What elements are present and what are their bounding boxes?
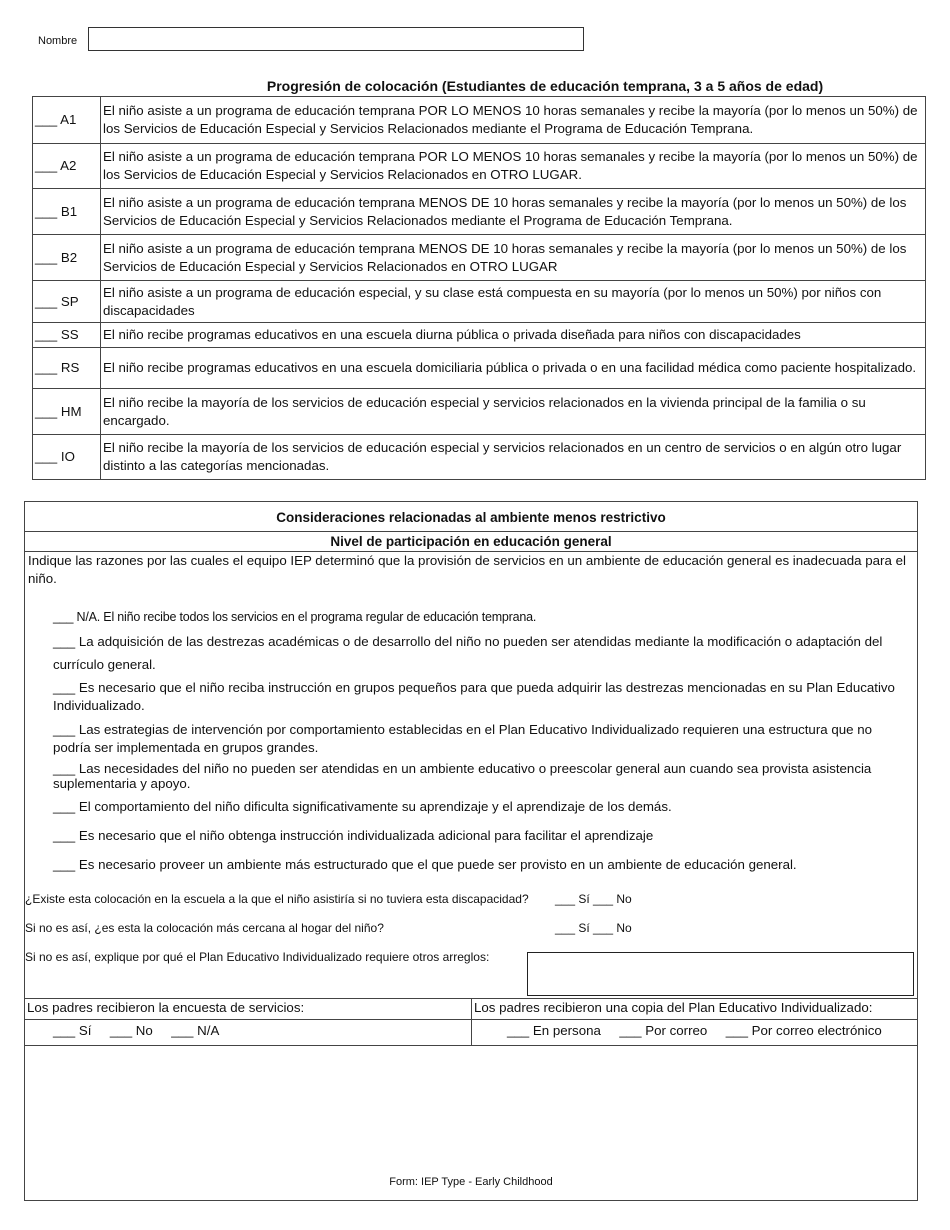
placement-table (32, 96, 926, 480)
lre-subtitle: Nivel de participación en educación general (330, 534, 612, 549)
reason-behavior-strategies[interactable]: ___ Las estrategias de intervención por comportamiento establecidas en el Plan Educativo Individualizado requieren una estructura que no podría ser implementada en grupos grandes. (53, 722, 873, 755)
placement-code-cell[interactable] (33, 389, 101, 435)
placement-code-cell[interactable] (33, 348, 101, 389)
question-explain: Si no es así, explique por qué el Plan Educativo Individualizado requiere otros arreglos: (25, 950, 490, 964)
copy-options[interactable]: ___ En persona ___ Por correo ___ Por correo electrónico (507, 1023, 882, 1038)
placement-description: El niño recibe programas educativos en una escuela domiciliaria pública o privada o en una facilidad médica como paciente hospitalizado. (101, 348, 926, 389)
answer-closest-home[interactable]: ___ Sí ___ No (555, 921, 632, 935)
copy-label: Los padres recibieron una copia del Plan Educativo Individualizado: (474, 1000, 873, 1015)
table-row (33, 189, 926, 235)
progression-title: Progresión de colocación (Estudiantes de educación temprana, 3 a 5 años de edad) (266, 78, 824, 94)
placement-description: El niño asiste a un programa de educación temprana MENOS DE 10 horas semanales y recibe la mayoría (por lo menos un 50%) de los Servicios de Educación Especial y Servicios Relacionados en OTRO LUGAR (101, 235, 926, 281)
placement-code: HM (60, 403, 82, 419)
placement-code: SP (60, 293, 79, 309)
reason-na[interactable]: ___ N/A. El niño recibe todos los servicios en el programa regular de educación temprana. (53, 610, 537, 624)
lre-title: Consideraciones relacionadas al ambiente menos restrictivo (276, 510, 666, 525)
placement-code: RS (60, 360, 80, 375)
placement-code: A2 (60, 158, 77, 173)
survey-label: Los padres recibieron la encuesta de servicios: (27, 1000, 305, 1015)
placement-code-cell[interactable] (33, 435, 101, 480)
placement-code-cell[interactable] (33, 144, 101, 189)
divider (471, 998, 472, 1045)
placement-description: El niño recibe la mayoría de los servicios de educación especial y servicios relacionados en la vivienda principal de la familia o su encargado. (101, 389, 926, 435)
lre-intro: Indique las razones por las cuales el equipo IEP determinó que la provisión de servicios en un ambiente de educación general es inadecuada para el niño. (28, 553, 906, 586)
placement-code: B1 (60, 203, 78, 219)
blank-line: ___ (35, 449, 58, 464)
blank-line: ___ (35, 327, 58, 342)
reason-structured-environment[interactable]: ___ Es necesario proveer un ambiente más estructurado que el que puede ser provisto en un ambiente de educación general. (53, 857, 797, 872)
table-row (33, 235, 926, 281)
placement-description: El niño recibe programas educativos en una escuela diurna pública o privada diseñada para niños con discapacidades (101, 323, 926, 348)
placement-code-cell[interactable] (33, 281, 101, 323)
table-row (33, 435, 926, 480)
question-closest-home: Si no es así, ¿es esta la colocación más cercana al hogar del niño? (25, 921, 384, 935)
placement-description: El niño asiste a un programa de educación temprana POR LO MENOS 10 horas semanales y recibe la mayoría (por lo menos un 50%) de los Servicios de Educación Especial y Servicios Relacionados mediante el Programa de Educación Temprana. (101, 97, 926, 144)
reason-curriculum[interactable]: ___ La adquisición de las destrezas académicas o de desarrollo del niño no pueden ser atendidas mediante la modificación o adaptación del currículo general. (53, 634, 883, 672)
survey-options[interactable]: ___ Sí ___ No ___ N/A (53, 1023, 220, 1038)
name-input[interactable] (88, 27, 584, 51)
blank-line: ___ (35, 203, 58, 219)
reason-individual-instruction[interactable]: ___ Es necesario que el niño obtenga instrucción individualizada adicional para facilitar el aprendizaje (53, 828, 654, 843)
table-row (33, 144, 926, 189)
placement-code: B2 (60, 249, 78, 265)
reason-needs[interactable]: ___ Las necesidades del niño no pueden ser atendidas en un ambiente educativo o preescolar general aun cuando sea provista asistencia suplementaria y apoyo. (53, 761, 872, 791)
blank-line: ___ (35, 293, 58, 309)
table-row (33, 281, 926, 323)
placement-description: El niño asiste a un programa de educación temprana MENOS DE 10 horas semanales y recibe la mayoría (por lo menos un 50%) de los Servicios de Educación Especial y Servicios Relacionados mediante el Programa de Educación Temprana. (101, 189, 926, 235)
placement-description: El niño asiste a un programa de educación especial, y su clase está compuesta en su mayoría (por lo menos un 50%) por niños con discapacidades (101, 281, 926, 323)
reason-behavior[interactable]: ___ El comportamiento del niño dificulta significativamente su aprendizaje y el aprendizaje de los demás. (53, 799, 672, 814)
blank-line: ___ (35, 360, 58, 375)
reason-small-groups[interactable]: ___ Es necesario que el niño reciba instrucción en grupos pequeños para que pueda adquirir las destrezas mencionadas en su Plan Educativo Individualizado. (53, 680, 895, 713)
placement-code-cell[interactable] (33, 235, 101, 281)
blank-line: ___ (35, 158, 58, 173)
lre-section (24, 501, 918, 1201)
explain-input[interactable] (527, 952, 914, 996)
placement-code: SS (60, 327, 79, 342)
divider (25, 1045, 917, 1046)
blank-line: ___ (35, 403, 58, 419)
blank-line: ___ (35, 112, 58, 127)
divider (25, 531, 917, 532)
table-row (33, 348, 926, 389)
answer-placement-exists[interactable]: ___ Sí ___ No (555, 892, 632, 906)
question-placement-exists: ¿Existe esta colocación en la escuela a la que el niño asistiría si no tuviera esta discapacidad? (25, 892, 529, 906)
placement-code: IO (60, 449, 75, 464)
placement-code-cell[interactable] (33, 189, 101, 235)
placement-description: El niño recibe la mayoría de los servicios de educación especial y servicios relacionados en un centro de servicios o en algún otro lugar distinto a las categorías mencionadas. (101, 435, 926, 480)
placement-code-cell[interactable] (33, 97, 101, 144)
blank-line: ___ (35, 249, 58, 265)
placement-code-cell[interactable] (33, 323, 101, 348)
form-footer: Form: IEP Type - Early Childhood (389, 1176, 553, 1188)
table-row (33, 97, 926, 144)
placement-code: A1 (60, 112, 77, 127)
placement-description: El niño asiste a un programa de educación temprana POR LO MENOS 10 horas semanales y recibe la mayoría (por lo menos un 50%) de los Servicios de Educación Especial y Servicios Relacionados en OTRO LUGAR. (101, 144, 926, 189)
name-label: Nombre (38, 35, 78, 47)
table-row (33, 323, 926, 348)
table-row (33, 389, 926, 435)
